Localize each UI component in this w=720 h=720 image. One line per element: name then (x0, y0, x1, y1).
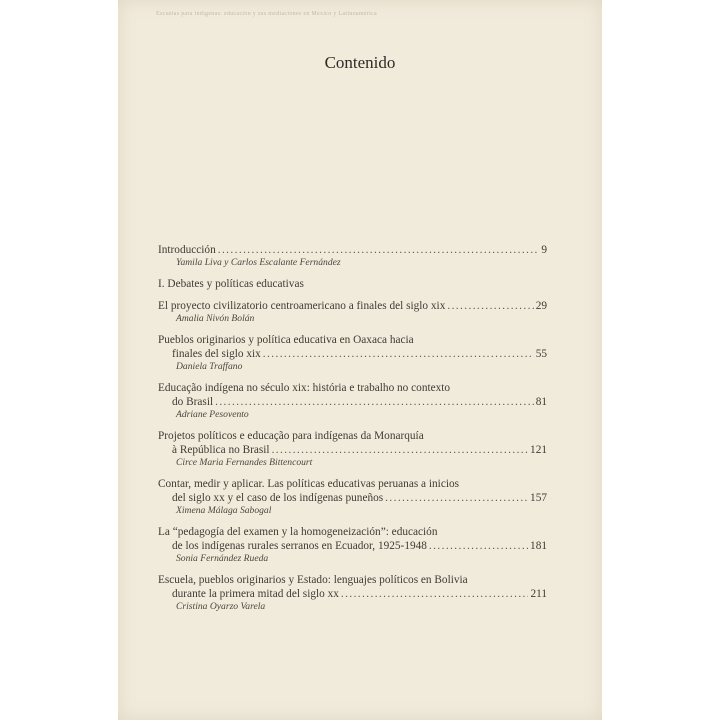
toc-entry-author: Adriane Pesovento (176, 409, 249, 420)
dot-leader (447, 299, 533, 313)
toc-entry-title-cont: à República no Brasil (172, 444, 270, 456)
toc-entry-author: Circe Maria Fernandes Bittencourt (176, 457, 313, 468)
toc-entry-title-cont: finales del siglo xix (172, 348, 261, 360)
dot-leader (263, 347, 534, 361)
dot-leader (215, 395, 534, 409)
toc-entry-title: La “pedagogía del examen y la homogeneización”: educación (158, 526, 438, 538)
toc-entry (158, 381, 547, 420)
toc-entry-title: Introducción (158, 244, 216, 256)
toc-entry-title: Pueblos originarios y política educativa en Oaxaca hacia (158, 334, 414, 346)
page-title: Contenido (324, 53, 396, 72)
toc-entry-title: Contar, medir y aplicar. Las políticas educativas peruanas a inicios (158, 478, 460, 490)
toc-entry-author: Amalia Nivón Bolán (176, 313, 255, 324)
dot-leader (341, 587, 529, 601)
toc-entry-title: El proyecto civilizatorio centroamericano a finales del siglo xix (158, 300, 446, 312)
toc-entry-author: Ximena Málaga Sabogal (176, 505, 272, 516)
book-page (118, 0, 602, 720)
toc-entry-title-cont: de los indígenas rurales serranos en Ecuador, 1925-1948 (172, 540, 427, 552)
toc-entry-title: Educação indígena no século xix: história e trabalho no contexto (158, 382, 451, 394)
toc-page-number: 157 (530, 492, 547, 504)
toc-page-number: 181 (530, 540, 547, 552)
toc-entry (158, 333, 547, 372)
toc-page-number: 121 (530, 444, 547, 456)
toc-page-number: 9 (541, 244, 547, 256)
toc-entry-author: Sonia Fernández Rueda (176, 553, 269, 564)
table-of-contents (158, 243, 547, 621)
section-heading: I. Debates y políticas educativas (158, 278, 304, 290)
toc-entry (158, 573, 547, 612)
toc-entry-author: Cristina Oyarzo Varela (176, 601, 266, 612)
toc-entry-intro (158, 243, 547, 268)
toc-page-number: 81 (535, 396, 547, 408)
toc-entry (158, 429, 547, 468)
toc-entry-title-cont: durante la primera mitad del siglo xx (172, 588, 339, 600)
toc-entry-title: Projetos políticos e educação para indígenas da Monarquía (158, 430, 424, 442)
dot-leader (429, 539, 528, 553)
dot-leader (385, 491, 528, 505)
toc-entry-title: Escuela, pueblos originarios y Estado: lenguajes políticos en Bolivia (158, 574, 468, 586)
toc-entry-title-cont: del siglo xx y el caso de los indígenas puneños (172, 492, 384, 504)
toc-entry-author: Daniela Traffano (176, 361, 243, 372)
toc-page-number: 29 (535, 300, 547, 312)
toc-page-number: 55 (535, 348, 547, 360)
toc-entry-title-cont: do Brasil (172, 396, 214, 408)
toc-entry (158, 299, 547, 324)
toc-entry-author: Yamila Liva y Carlos Escalante Fernández (176, 257, 341, 268)
dot-leader (272, 443, 528, 457)
running-head: Escuelas para indígenas: educación y sus mediaciones en México y Latinoamérica (156, 11, 377, 17)
toc-page-number: 211 (530, 588, 547, 600)
dot-leader (218, 243, 540, 257)
toc-entry (158, 525, 547, 564)
toc-entry (158, 477, 547, 516)
